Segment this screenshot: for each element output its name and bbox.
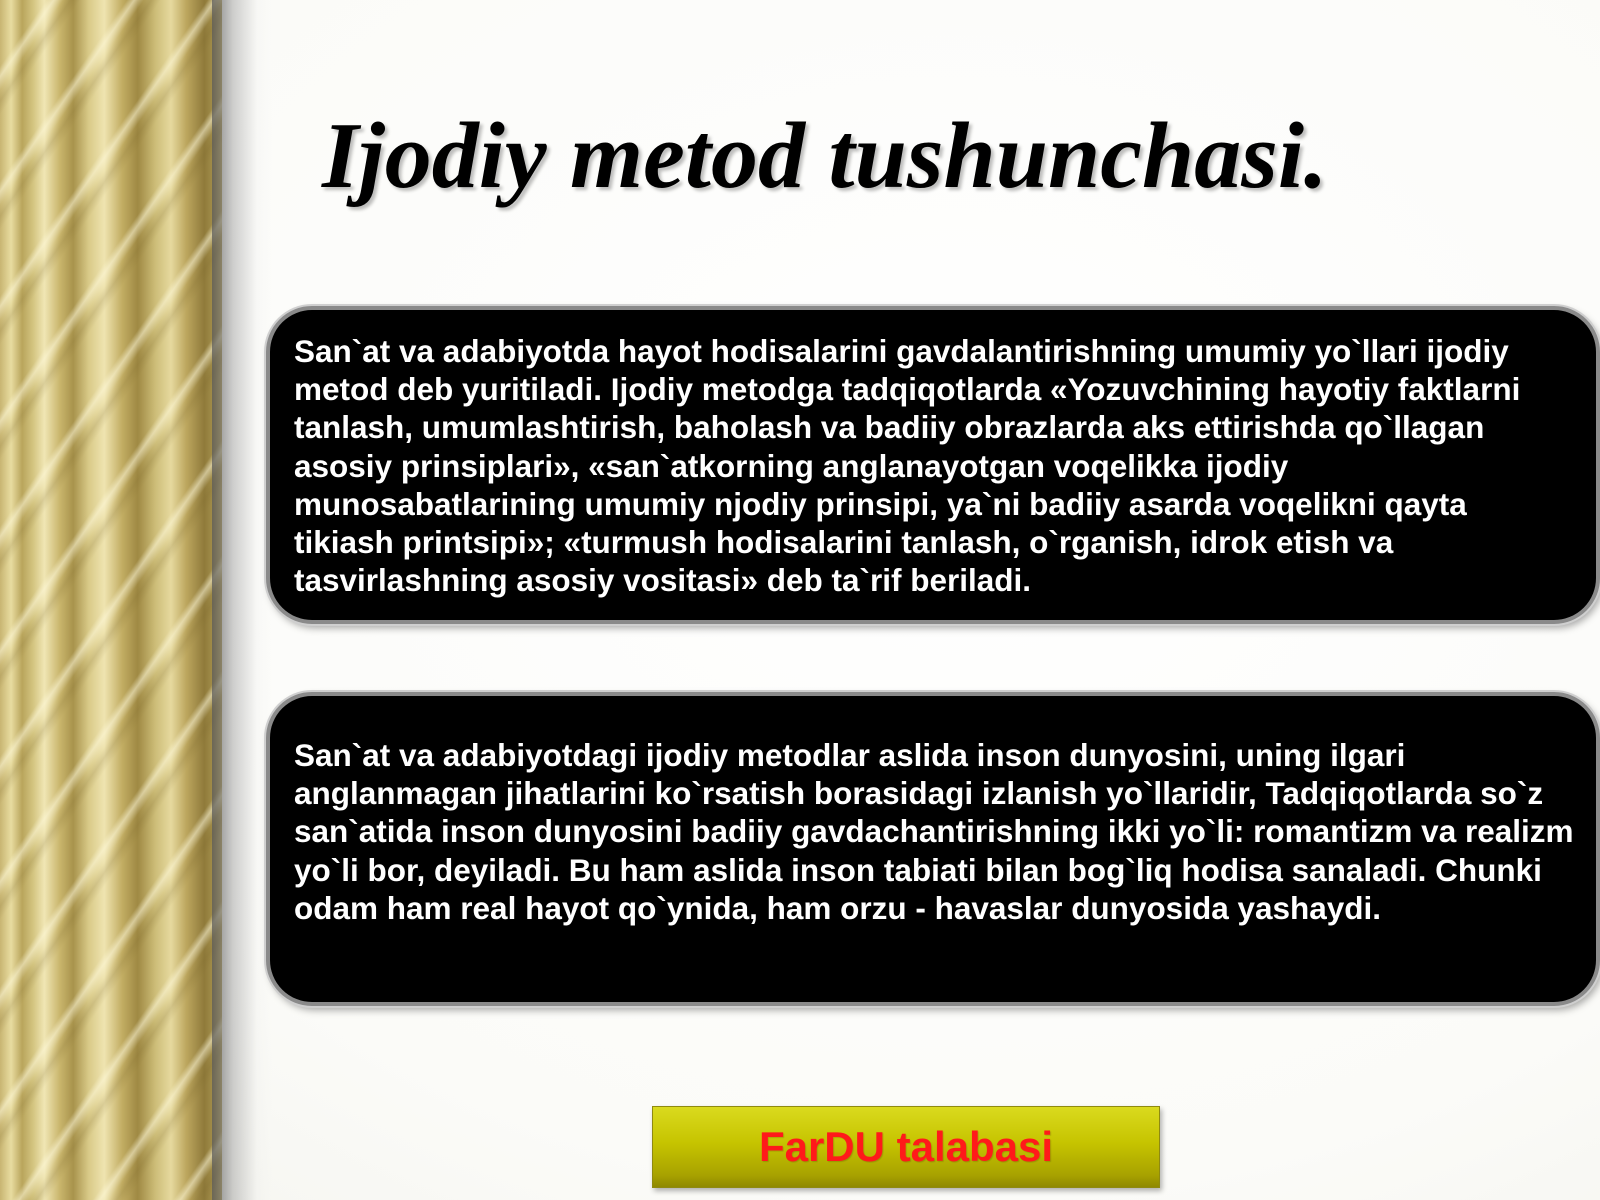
paragraph-definition: San`at va adabiyotda hayot hodisalarini gavdalantirishning umumiy yo`llari ijodiy metod deb yuritiladi. Ijodiy metodga tadqiqotlarda «Yozuvchining hayotiy faktlarni tanlash, umumlashtirish, baholash va badiiy obrazlarda aks ettirishda qo`llagan asosiy prinsiplari», «san`atkorning anglanayotgan voqelikka ijodiy munosabatlarining umumiy njodiy prinsipi, ya`ni badiiy asarda voqelikni qayta tikiash printsipi»; «turmush hodisalarini tanlash, o`rganish, idrok etish va tasvirlashning asosiy vositasi» deb ta`rif beriladi. <box>294 333 1521 599</box>
pillar-shadow <box>212 0 272 1200</box>
text-box-methods <box>266 692 1600 1006</box>
footer-badge <box>652 1106 1160 1188</box>
slide-title: Ijodiy metod tushunchasi. <box>322 104 1328 208</box>
footer-label: FarDU talabasi <box>758 1123 1054 1170</box>
gold-pillar-decoration <box>0 0 222 1200</box>
text-box-definition <box>266 306 1600 624</box>
paragraph-methods: San`at va adabiyotdagi ijodiy metodlar aslida inson dunyosini, uning ilgari anglanmagan jihatlarini ko`rsatish borasidagi izlanish yo`llaridir, Tadqiqotlarda so`z san`atida inson dunyosini badiiy gavdachantirishning ikki yo`li: romantizm va realizm yo`li bor, deyiladi. Bu ham aslida inson tabiati bilan bog`liq hodisa sanaladi. Chunki odam ham real hayot qo`ynida, ham orzu - havaslar dunyosida yashaydi. <box>294 737 1574 926</box>
